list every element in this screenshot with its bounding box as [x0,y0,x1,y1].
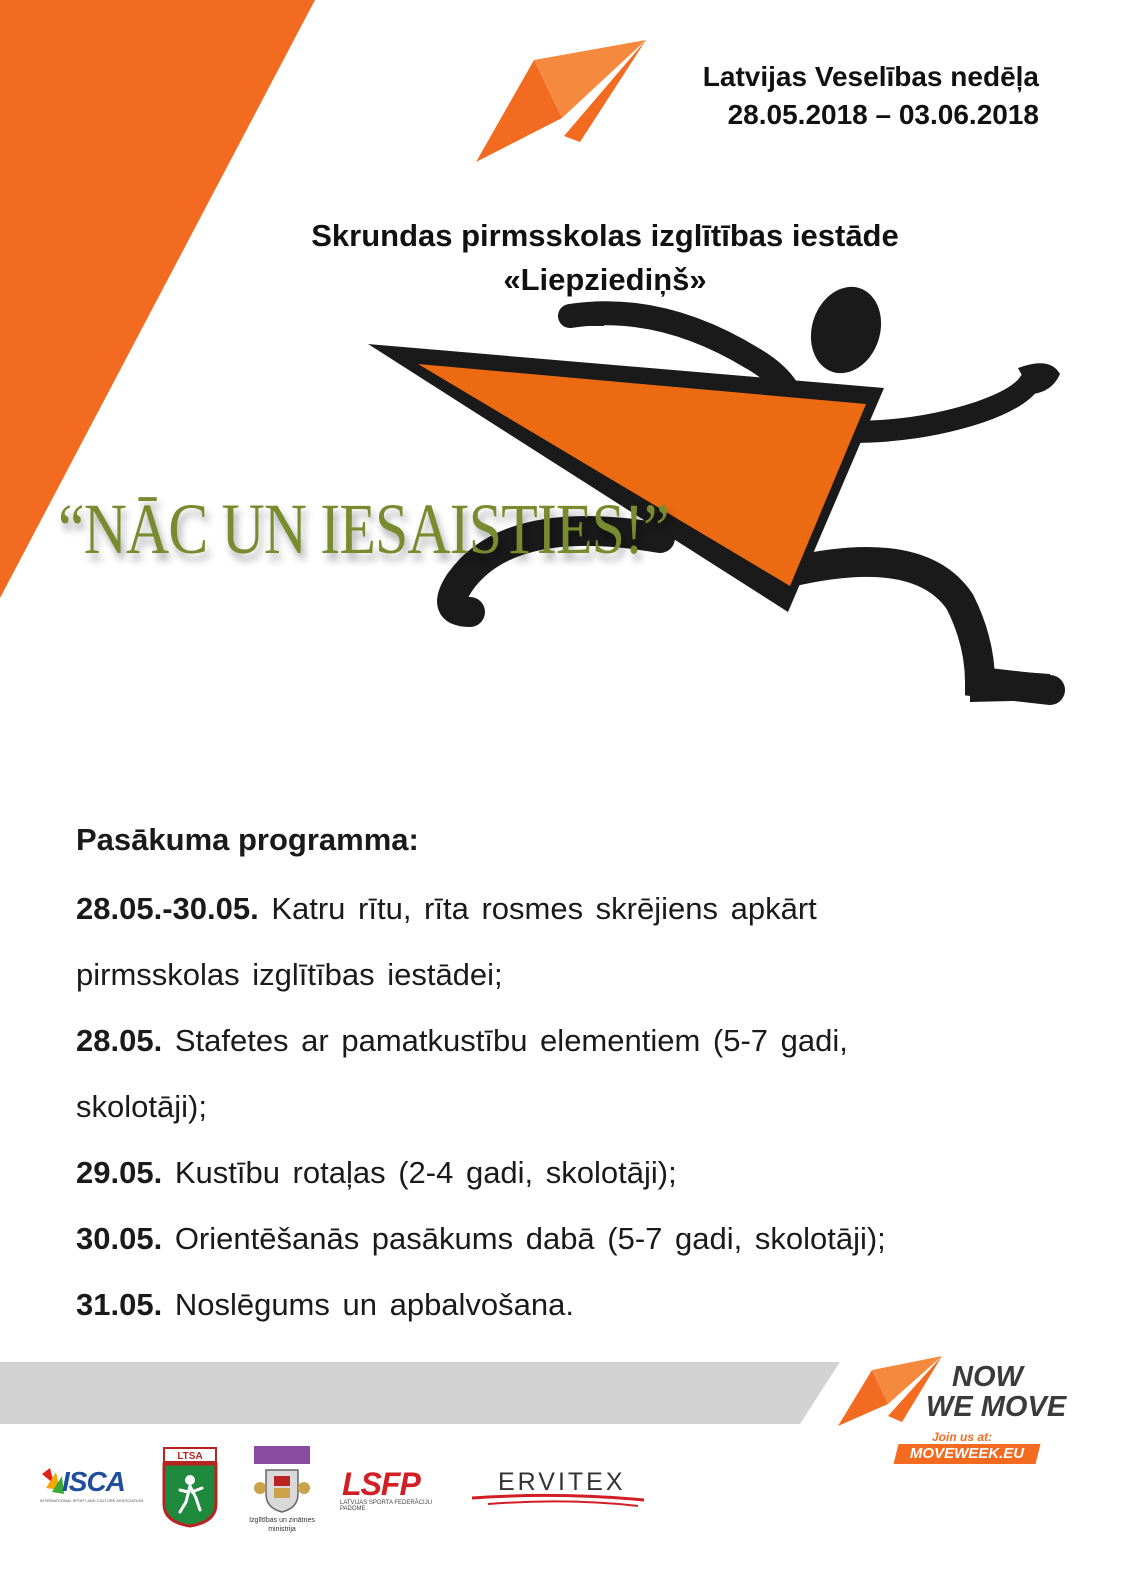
program-desc: Kustību rotaļas (2-4 gadi, skolotāji); [162,1155,677,1190]
program-date: 28.05.-30.05. [76,891,259,926]
nwm-join-label: Join us at: [932,1430,993,1444]
program-item [76,1206,1036,1272]
moveweek-url-link[interactable]: MOVEWEEK.EU [909,1445,1025,1462]
lsfp-subtitle: LATVIJAS SPORTA FEDERĀCIJU PADOME [340,1500,433,1512]
program-date: 30.05. [76,1221,163,1256]
school-line1: Skrundas pirmsskolas izglītības iestāde [311,218,899,253]
ministry-name: Izglītības un zinātnes ministrija [249,1517,315,1533]
program-heading: Pasākuma programma: [76,822,419,857]
week-name: Latvijas Veselības nedēļa [702,61,1039,92]
now-we-move-title [926,1362,1066,1422]
week-dates: 28.05.2018 – 03.06.2018 [727,99,1039,130]
ervitex-wordmark: ERVITEX [498,1468,626,1496]
nwm-line1: NOW [952,1361,1023,1393]
program-desc: Stafetes ar pamatkustību elementiem (5-7 gadi, [162,1023,848,1058]
program-item [76,876,1036,1008]
footer-grey-band [0,1362,840,1424]
moveweek-logo-icon [472,38,650,166]
program-item [76,1008,1036,1140]
program-desc: Noslēgums un apbalvošana. [162,1287,575,1322]
school-line2: «Liepziediņš» [503,262,707,297]
program-list [76,876,1036,1338]
program-desc-cont: pirmsskolas izglītības iestādei; [76,957,503,992]
isca-tagline: INTERNATIONAL SPORT AND CULTURE ASSOCIATION [40,1498,144,1503]
program-desc-cont: skolotāji); [76,1089,207,1124]
program-date: 29.05. [76,1155,163,1190]
program-item [76,1272,1036,1338]
isca-wordmark: ISCA [62,1466,125,1497]
slogan-text: “NĀC UN IESAISTIES!” [58,489,669,569]
program-date: 28.05. [76,1023,163,1058]
program-section [76,820,1036,1338]
lsfp-wordmark: LSFP [342,1466,420,1502]
health-week-title [703,58,1039,134]
ltsa-wordmark: LTSA [177,1451,203,1462]
ministry-coat-of-arms-icon [252,1446,312,1516]
program-item [76,1140,1036,1206]
program-desc: Katru rītu, rīta rosmes skrējiens apkārt [258,891,817,926]
ltsa-shield-icon [160,1446,220,1528]
nwm-line2: WE MOVE [926,1391,1067,1423]
program-date: 31.05. [76,1287,163,1322]
program-desc: Orientēšanās pasākums dabā (5-7 gadi, skolotāji); [162,1221,886,1256]
